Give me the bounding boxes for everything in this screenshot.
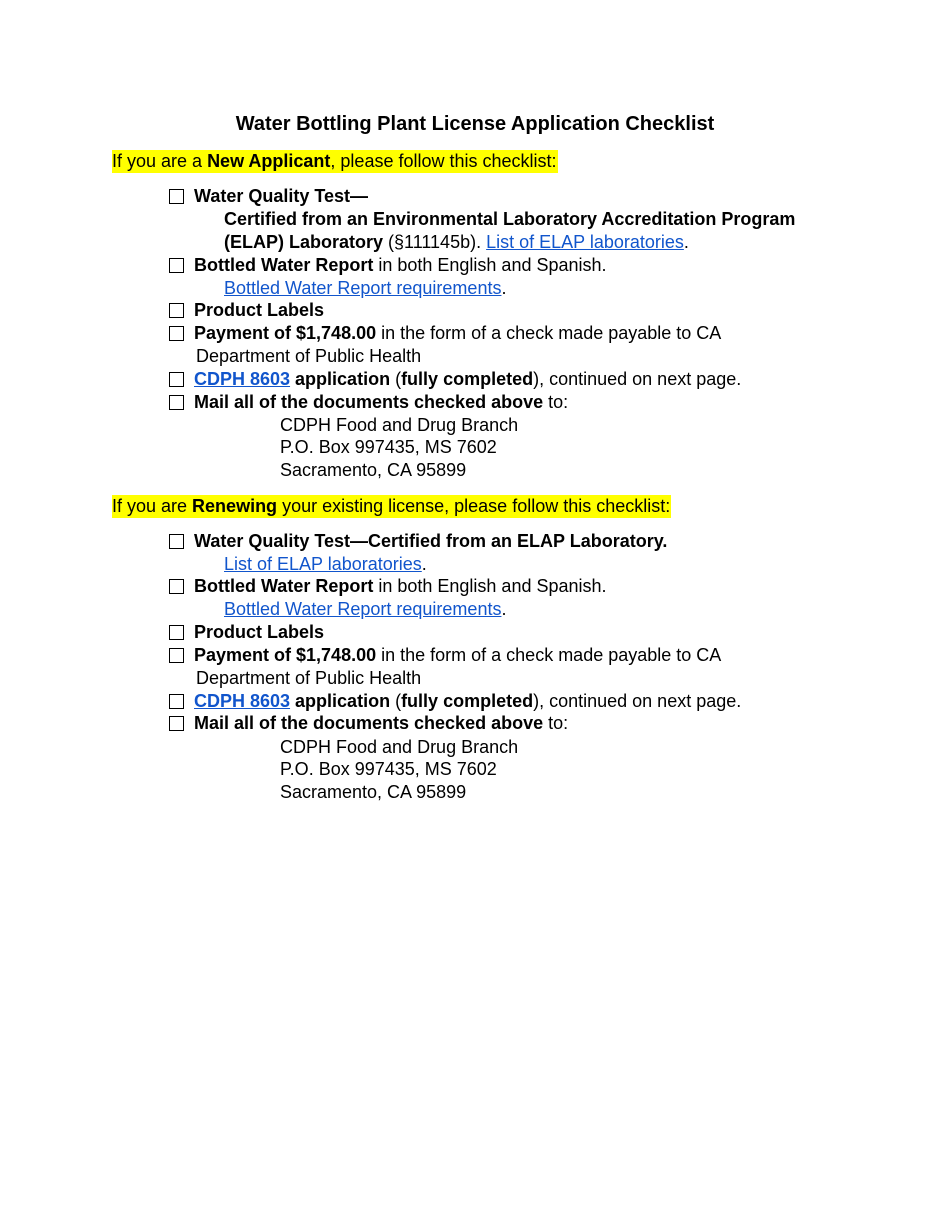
renew-labels-checkbox[interactable] <box>169 625 184 640</box>
renew-cdph-8603-link[interactable]: CDPH 8603 <box>194 691 291 711</box>
renew-mail-address-line-1: CDPH Food and Drug Branch <box>280 737 519 757</box>
new-cdph-8603-link[interactable]: CDPH 8603 <box>194 369 291 389</box>
renew-report-checkbox[interactable] <box>169 579 184 594</box>
renew-report-label: Bottled Water Report in both English and Spanish. <box>194 576 607 596</box>
renew-mail-address-line-2: P.O. Box 997435, MS 7602 <box>280 759 497 779</box>
page-title: Water Bottling Plant License Application Checklist <box>235 113 715 135</box>
new-applicant-heading: If you are a New Applicant, please follow this checklist: <box>112 151 557 171</box>
new-mail-address-line-1: CDPH Food and Drug Branch <box>280 415 519 435</box>
renew-labels-label: Product Labels <box>194 622 325 642</box>
renew-elap-list-link[interactable]: List of ELAP laboratories <box>224 554 422 574</box>
renew-cdph-checkbox[interactable] <box>169 694 184 709</box>
new-payment-line2: Department of Public Health <box>196 346 422 366</box>
renew-cdph-label: CDPH 8603 application (fully completed), continued on next page. <box>194 691 742 711</box>
new-report-checkbox[interactable] <box>169 258 184 273</box>
new-elap-list-link[interactable]: List of ELAP laboratories <box>486 232 684 252</box>
new-payment-label: Payment of $1,748.00 in the form of a check made payable to CA <box>194 323 722 343</box>
renew-water-test-label: Water Quality Test—Certified from an ELAP Laboratory. <box>194 531 668 551</box>
renew-mail-checkbox[interactable] <box>169 716 184 731</box>
new-payment-checkbox[interactable] <box>169 326 184 341</box>
new-water-test-detail: Certified from an Environmental Laboratory Accreditation Program <box>224 209 796 229</box>
renew-mail-address-line-3: Sacramento, CA 95899 <box>280 782 467 802</box>
new-report-label: Bottled Water Report in both English and Spanish. <box>194 255 607 275</box>
new-cdph-checkbox[interactable] <box>169 372 184 387</box>
renew-report-requirements-link[interactable]: Bottled Water Report requirements <box>224 599 502 619</box>
new-mail-label: Mail all of the documents checked above to: <box>194 392 569 412</box>
renewal-heading: If you are Renewing your existing license, please follow this checklist: <box>112 496 671 516</box>
renew-elap-line: List of ELAP laboratories. <box>224 554 427 574</box>
new-cdph-label: CDPH 8603 application (fully completed), continued on next page. <box>194 369 742 389</box>
new-water-test-detail-2: (ELAP) Laboratory (§111145b). List of ELAP laboratories. <box>224 232 689 252</box>
new-water-test-label: Water Quality Test— <box>194 186 369 206</box>
new-mail-address-line-3: Sacramento, CA 95899 <box>280 460 467 480</box>
renew-payment-line2: Department of Public Health <box>196 668 422 688</box>
new-report-requirements-link[interactable]: Bottled Water Report requirements <box>224 278 502 298</box>
new-mail-address-line-2: P.O. Box 997435, MS 7602 <box>280 437 497 457</box>
renew-mail-label: Mail all of the documents checked above to: <box>194 713 569 733</box>
new-water-test-checkbox[interactable] <box>169 189 184 204</box>
renew-payment-checkbox[interactable] <box>169 648 184 663</box>
new-report-req: Bottled Water Report requirements. <box>224 278 507 298</box>
new-labels-checkbox[interactable] <box>169 303 184 318</box>
new-labels-label: Product Labels <box>194 300 325 320</box>
renew-payment-label: Payment of $1,748.00 in the form of a check made payable to CA <box>194 645 722 665</box>
renew-water-test-checkbox[interactable] <box>169 534 184 549</box>
new-mail-checkbox[interactable] <box>169 395 184 410</box>
renew-report-req: Bottled Water Report requirements. <box>224 599 507 619</box>
